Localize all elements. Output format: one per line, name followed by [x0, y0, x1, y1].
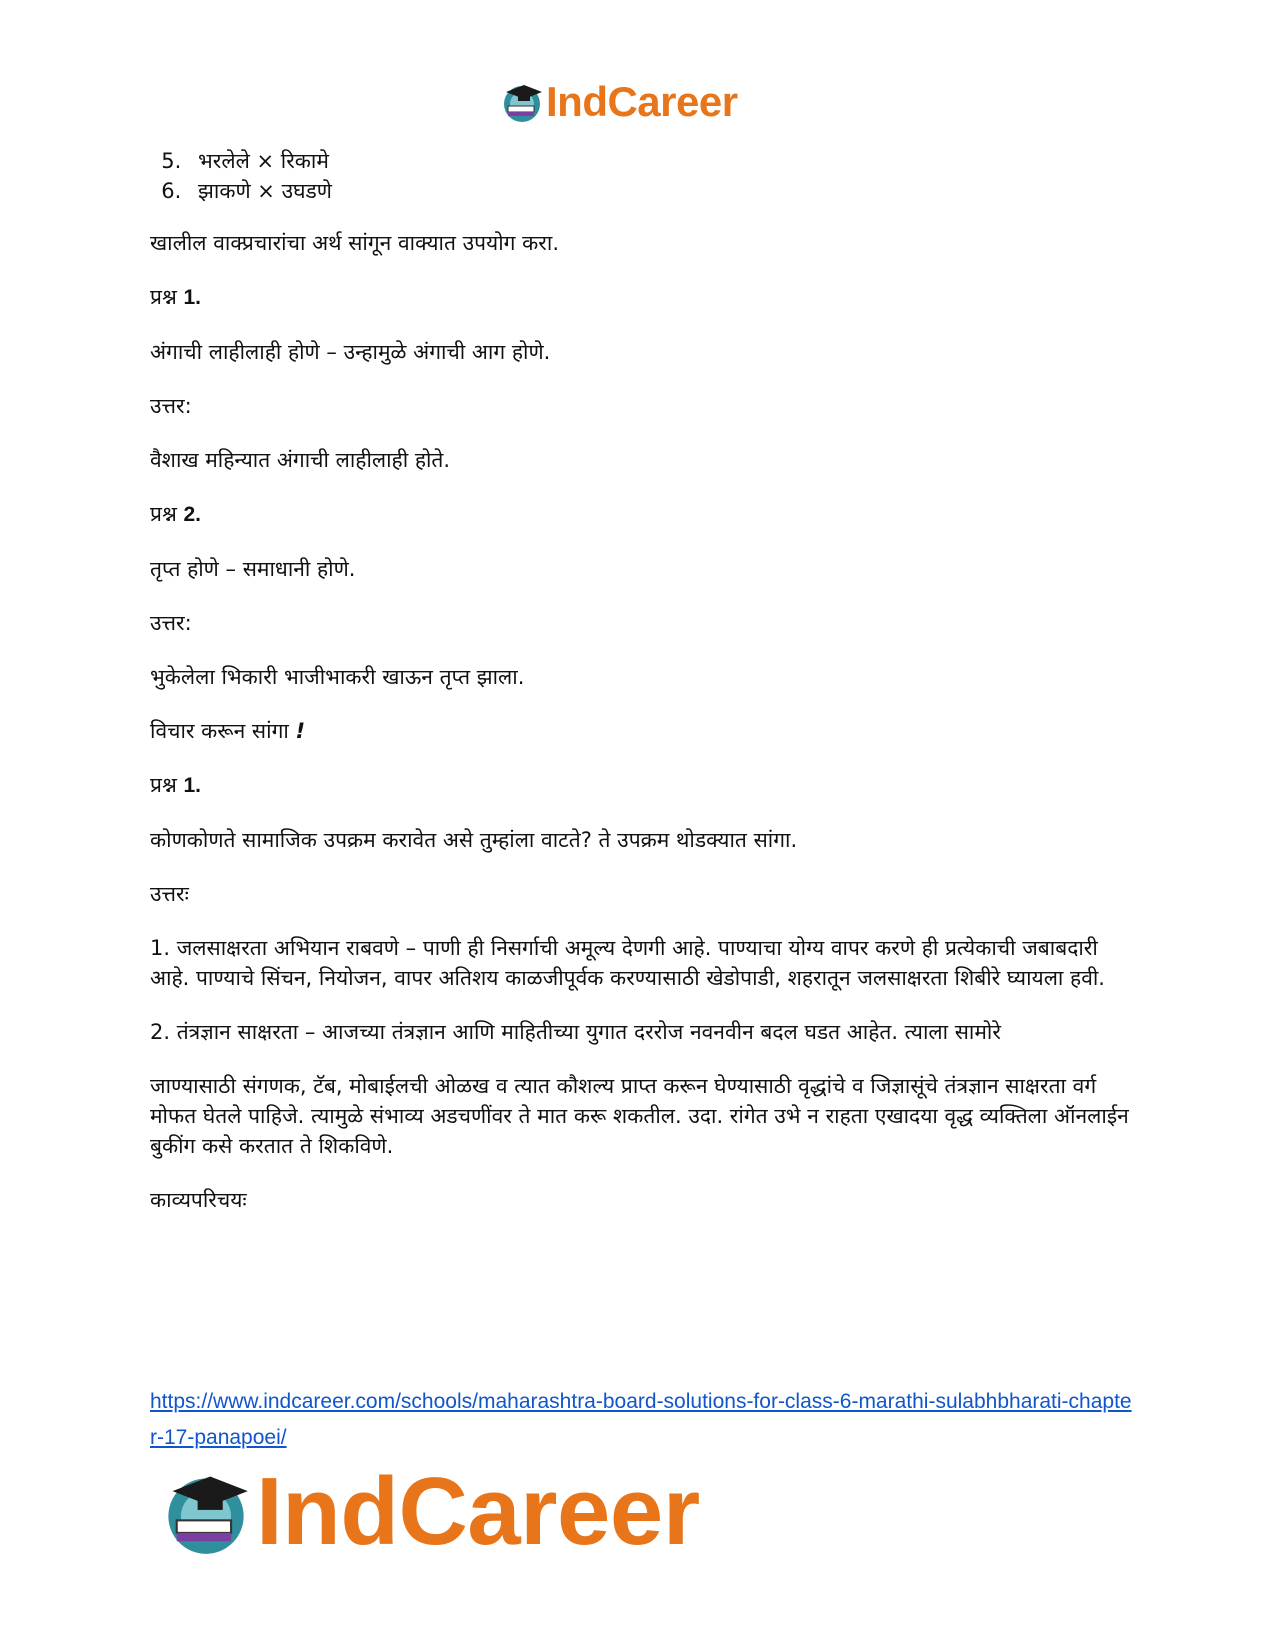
- answer-text: वैशाख महिन्यात अंगाची लाहीलाही होते.: [150, 448, 451, 472]
- answer-point: 1. जलसाक्षरता अभियान राबवणे – पाणी ही निसर्गाची अमूल्य देणगी आहे. पाण्याचा योग्य वापर करणे ही प्रत्येकाची जबाबदारी आहे. पाण्याचे सिंचन, नियोजन, वापर अतिशय काळजीपूर्वक करण्यासाठी खेडोपाडी, शहरातून जलसाक्षरता शिबीरे घ्यायला हवी.: [150, 936, 1105, 990]
- question-label: प्रश्न 1.: [150, 773, 201, 797]
- list-item: 5. भरलेले × रिकामे: [188, 146, 1130, 176]
- footer-logo: [160, 1460, 700, 1564]
- answer-label: उत्तरः: [150, 882, 189, 906]
- opposites-list: [150, 146, 1130, 206]
- graduation-cap-book-globe-icon: [500, 80, 544, 124]
- section-heading-phrases: खालील वाक्प्रचारांचा अर्थ सांगून वाक्यात उपयोग करा.: [150, 231, 559, 255]
- graduation-cap-book-globe-icon: [160, 1466, 252, 1558]
- question-label: प्रश्न 2.: [150, 502, 201, 526]
- logo-wordmark: IndCareer: [546, 78, 738, 125]
- section-heading-poem: काव्यपरिचयः: [150, 1188, 247, 1212]
- answer-text: भुकेलेला भिकारी भाजीभाकरी खाऊन तृप्त झाला.: [150, 665, 525, 689]
- source-link[interactable]: https://www.indcareer.com/schools/maharashtra-board-solutions-for-class-6-marathi-sulabhbharati-chapter-17-panapoei/: [150, 1390, 1132, 1449]
- phrase-text: तृप्त होणे – समाधानी होणे.: [150, 557, 356, 581]
- answer-label: उत्तर:: [150, 611, 192, 635]
- question-label: प्रश्न 1.: [150, 285, 201, 309]
- answer-point: जाण्यासाठी संगणक, टॅब, मोबाईलची ओळख व त्यात कौशल्य प्राप्त करून घेण्यासाठी वृद्धांचे व जिज्ञासूंचे तंत्रज्ञान साक्षरता वर्ग मोफत घेतले पाहिजे. त्यामुळे संभाव्य अडचणींवर ते मात करू शकतील. उदा. रांगेत उभे न राहता एखादया वृद्ध व्यक्तिला ऑनलाईन बुकींग कसे करतात ते शिकविणे.: [150, 1074, 1129, 1158]
- question-text: कोणकोणते सामाजिक उपक्रम करावेत असे तुम्हांला वाटते? ते उपक्रम थोडक्यात सांगा.: [150, 828, 798, 852]
- answer-label: उत्तर:: [150, 394, 192, 418]
- page-content: [150, 146, 1130, 1239]
- list-item: 6. झाकणे × उघडणे: [188, 176, 1130, 206]
- logo-wordmark: IndCareer: [256, 1458, 700, 1565]
- header-logo: [500, 78, 738, 126]
- answer-point: 2. तंत्रज्ञान साक्षरता – आजच्या तंत्रज्ञान आणि माहितीच्या युगात दररोज नवनवीन बदल घडत आहेत. त्याला सामोरे: [150, 1020, 1001, 1044]
- phrase-text: अंगाची लाहीलाही होणे – उन्हामुळे अंगाची आग होणे.: [150, 340, 551, 364]
- section-heading-think: विचार करून सांगा !: [150, 719, 306, 743]
